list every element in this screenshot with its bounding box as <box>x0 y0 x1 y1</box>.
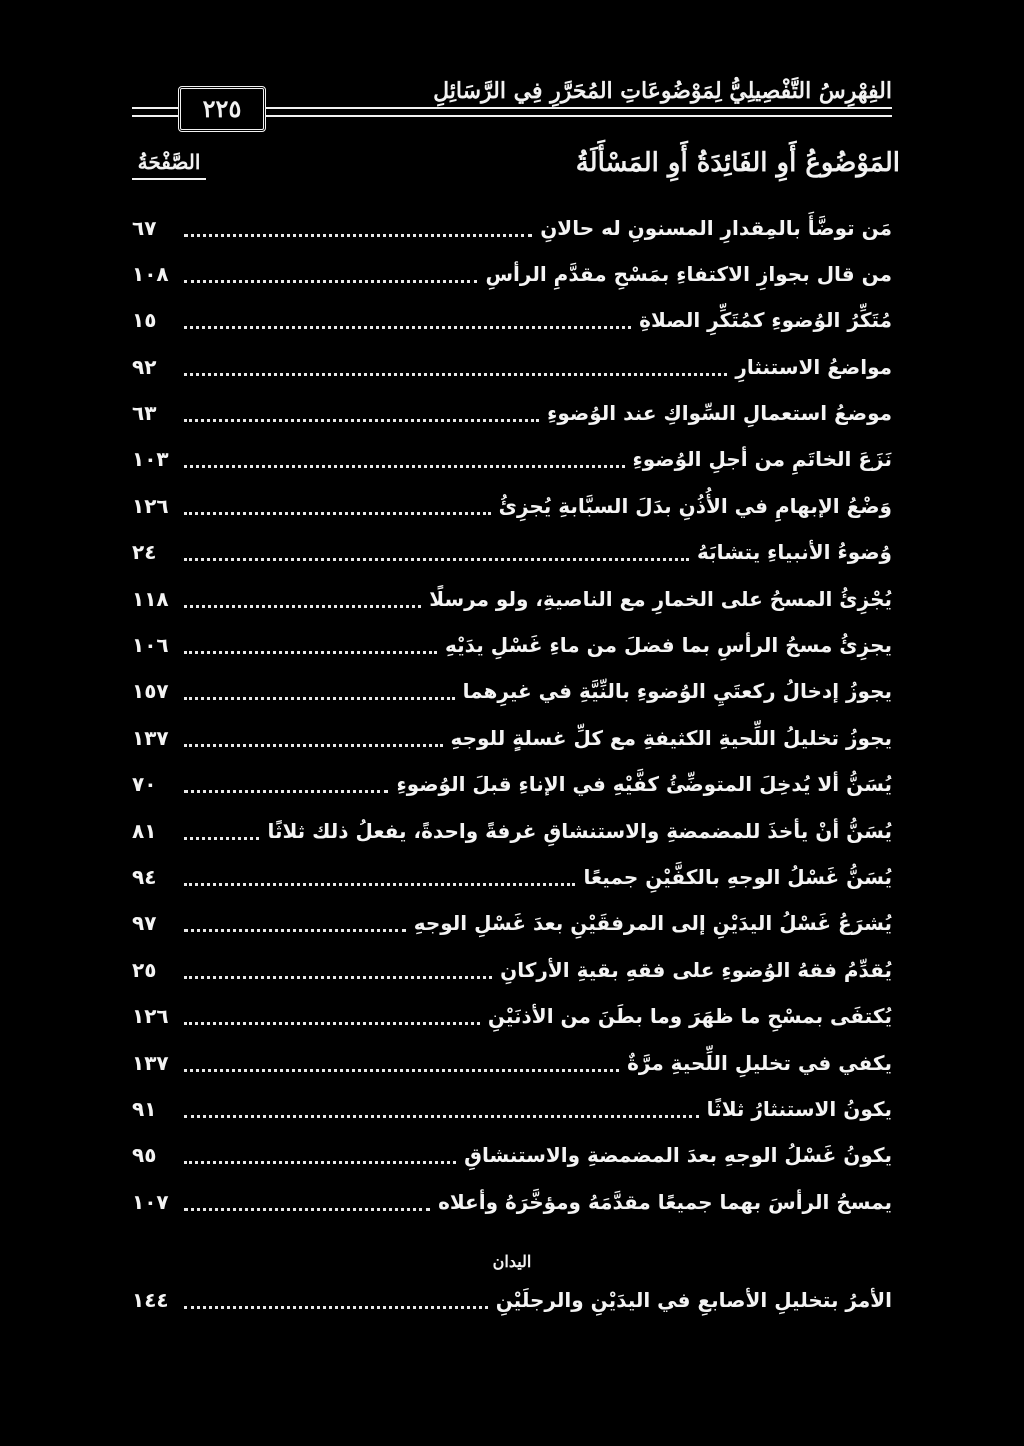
entry-text: يُسَنُّ غَسْلُ الوجهِ بالكفَّيْنِ جميعًا <box>583 865 892 889</box>
entry-text: يكونُ الاستنثارُ ثلاثًا <box>706 1097 892 1121</box>
entry-page-number: ٩٢ <box>132 355 157 379</box>
entry-text: يجزِئُ مسحُ الرأسِ بما فضلَ من ماءِ غَسْلِ يدَيْهِ <box>445 633 892 657</box>
entry-text: من قال بجوازِ الاكتفاءِ بمَسْحِ مقدَّمِ الرأسِ <box>485 262 892 286</box>
entry-page-number: ١٤٤ <box>132 1288 169 1312</box>
section-heading: اليدان <box>492 1252 532 1271</box>
entry-text: يُسَنُّ أنْ يأخذَ للمضمضةِ والاستنشاقِ غرفةً واحدةً، يفعلُ ذلك ثلاثًا <box>267 819 892 843</box>
entry-text: مُتَكِّرُ الوُضوءِ كمُتَكِّرِ الصلاةِ <box>639 308 892 332</box>
entry-page-number: ١٠٦ <box>132 633 169 657</box>
entry-text: موضعُ استعمالِ السِّواكِ عند الوُضوءِ <box>547 401 892 425</box>
entry-page-number: ١٣٧ <box>132 726 169 750</box>
dot-leader <box>184 881 575 886</box>
entry-page-number: ٢٥ <box>132 958 157 982</box>
index-entry <box>132 671 892 711</box>
dot-leader <box>184 417 539 422</box>
entry-text: يكفي في تخليلِ اللِّحيةِ مرَّةٌ <box>627 1051 892 1075</box>
entry-page-number: ١٥٧ <box>132 679 169 703</box>
index-entry <box>132 1089 892 1129</box>
dot-leader <box>184 788 388 793</box>
entry-text: يمسحُ الرأسَ بهما جميعًا مقدَّمَهُ ومؤخَّرَهُ وأعلاه <box>438 1190 892 1214</box>
dot-leader <box>184 463 625 468</box>
entry-text: يُجْزِئُ المسحُ على الخمارِ مع الناصيةِ، ولو مرسلًا <box>429 587 892 611</box>
entry-page-number: ١١٨ <box>132 587 169 611</box>
page-header <box>132 72 892 142</box>
entry-page-number: ٧٠ <box>132 772 157 796</box>
index-entry <box>132 579 892 619</box>
dot-leader <box>184 927 406 932</box>
entry-page-number: ١٣٧ <box>132 1051 169 1075</box>
index-entry <box>132 393 892 433</box>
index-entry <box>132 208 892 248</box>
entry-text: يُكتفَى بمسْحِ ما ظهَرَ وما بطَنَ من الأذنَيْنِ <box>487 1004 892 1028</box>
dot-leader <box>184 1159 456 1164</box>
index-entry <box>132 347 892 387</box>
entry-page-number: ٦٣ <box>132 401 157 425</box>
entry-text: وُضوءُ الأنبياءِ يتشابَهُ <box>697 540 892 564</box>
entry-page-number: ١٢٦ <box>132 1004 169 1028</box>
topics-column-heading: المَوْضُوعُ أَوِ الفَائِدَةُ أَوِ المَسْأَلَةُ <box>575 148 900 178</box>
page-number: ٢٢٥ <box>178 86 266 132</box>
dot-leader <box>184 1067 619 1072</box>
index-entry <box>132 300 892 340</box>
index-entry <box>132 1280 892 1320</box>
running-title: الفِهْرِسُ التَّفْصِيلِيُّ لِمَوْضُوعَاتِ المُحَرَّرِ فِي الرَّسَائِلِ <box>417 78 892 104</box>
index-entry <box>132 486 892 526</box>
dot-leader <box>184 1206 430 1211</box>
entry-page-number: ٩٥ <box>132 1143 157 1167</box>
dot-leader <box>184 556 689 561</box>
dot-leader <box>184 835 259 840</box>
dot-leader <box>184 510 491 515</box>
dot-leader <box>184 695 455 700</box>
dot-leader <box>184 324 631 329</box>
entry-page-number: ٩٤ <box>132 865 157 889</box>
dot-leader <box>184 232 532 237</box>
dot-leader <box>184 649 437 654</box>
entry-text: الأمرُ بتخليلِ الأصابعِ في اليدَيْنِ والرجلَيْنِ <box>495 1288 892 1312</box>
dot-leader <box>184 742 443 747</box>
index-entry <box>132 764 892 804</box>
dot-leader <box>184 1020 480 1025</box>
entry-page-number: ١٠٧ <box>132 1190 169 1214</box>
dot-leader <box>184 1113 699 1118</box>
index-entry <box>132 857 892 897</box>
entry-text: مواضعُ الاستنثارِ <box>735 355 892 379</box>
entry-text: مَن توضَّأَ بالمِقدارِ المسنونِ له حالانِ <box>540 216 892 240</box>
index-entry <box>132 1043 892 1083</box>
dot-leader <box>184 603 421 608</box>
dot-leader <box>184 371 727 376</box>
index-entry <box>132 718 892 758</box>
index-entry <box>132 811 892 851</box>
page-column-heading: الصَّفْحَةُ <box>132 150 206 180</box>
entry-page-number: ١٢٦ <box>132 494 169 518</box>
entry-text: يكونُ غَسْلُ الوجهِ بعدَ المضمضةِ والاستنشاقِ <box>464 1143 892 1167</box>
entry-page-number: ٩٧ <box>132 911 157 935</box>
entry-page-number: ١٠٨ <box>132 262 169 286</box>
entry-page-number: ١٠٣ <box>132 447 169 471</box>
entry-text: يُشرَعُ غَسْلُ اليدَيْنِ إلى المرفقَيْنِ بعدَ غَسْلِ الوجهِ <box>413 911 892 935</box>
entry-page-number: ٨١ <box>132 819 157 843</box>
dot-leader <box>184 974 492 979</box>
entry-text: يجوزُ إدخالُ ركعتَيِ الوُضوءِ بالنِّيَّةِ في غيرِهما <box>462 679 892 703</box>
entry-text: يجوزُ تخليلُ اللِّحيةِ الكثيفةِ مع كلِّ غسلةٍ للوجهِ <box>450 726 892 750</box>
entry-page-number: ٦٧ <box>132 216 157 240</box>
index-entry <box>132 903 892 943</box>
entry-page-number: ١٥ <box>132 308 157 332</box>
index-entry <box>132 625 892 665</box>
entry-page-number: ٩١ <box>132 1097 157 1121</box>
entry-page-number: ٢٤ <box>132 540 157 564</box>
index-entry <box>132 1182 892 1222</box>
index-entry <box>132 439 892 479</box>
entry-text: نَزَعَ الخاتَمِ من أجلِ الوُضوءِ <box>632 447 892 471</box>
index-entry <box>132 950 892 990</box>
index-entry <box>132 532 892 572</box>
entry-text: يُقدِّمُ فقهُ الوُضوءِ على فقهِ بقيةِ الأركانِ <box>500 958 892 982</box>
entry-text: وَضْعُ الإبهامِ في الأُذُنِ بدَلَ السبَّابةِ يُجزِئُ <box>498 494 892 518</box>
dot-leader <box>184 278 477 283</box>
index-entry <box>132 254 892 294</box>
index-entry <box>132 1135 892 1175</box>
entry-text: يُسَنُّ ألا يُدخِلَ المتوضِّئُ كفَّيْهِ في الإناءِ قبلَ الوُضوءِ <box>396 772 892 796</box>
dot-leader <box>184 1304 488 1309</box>
index-entry <box>132 996 892 1036</box>
